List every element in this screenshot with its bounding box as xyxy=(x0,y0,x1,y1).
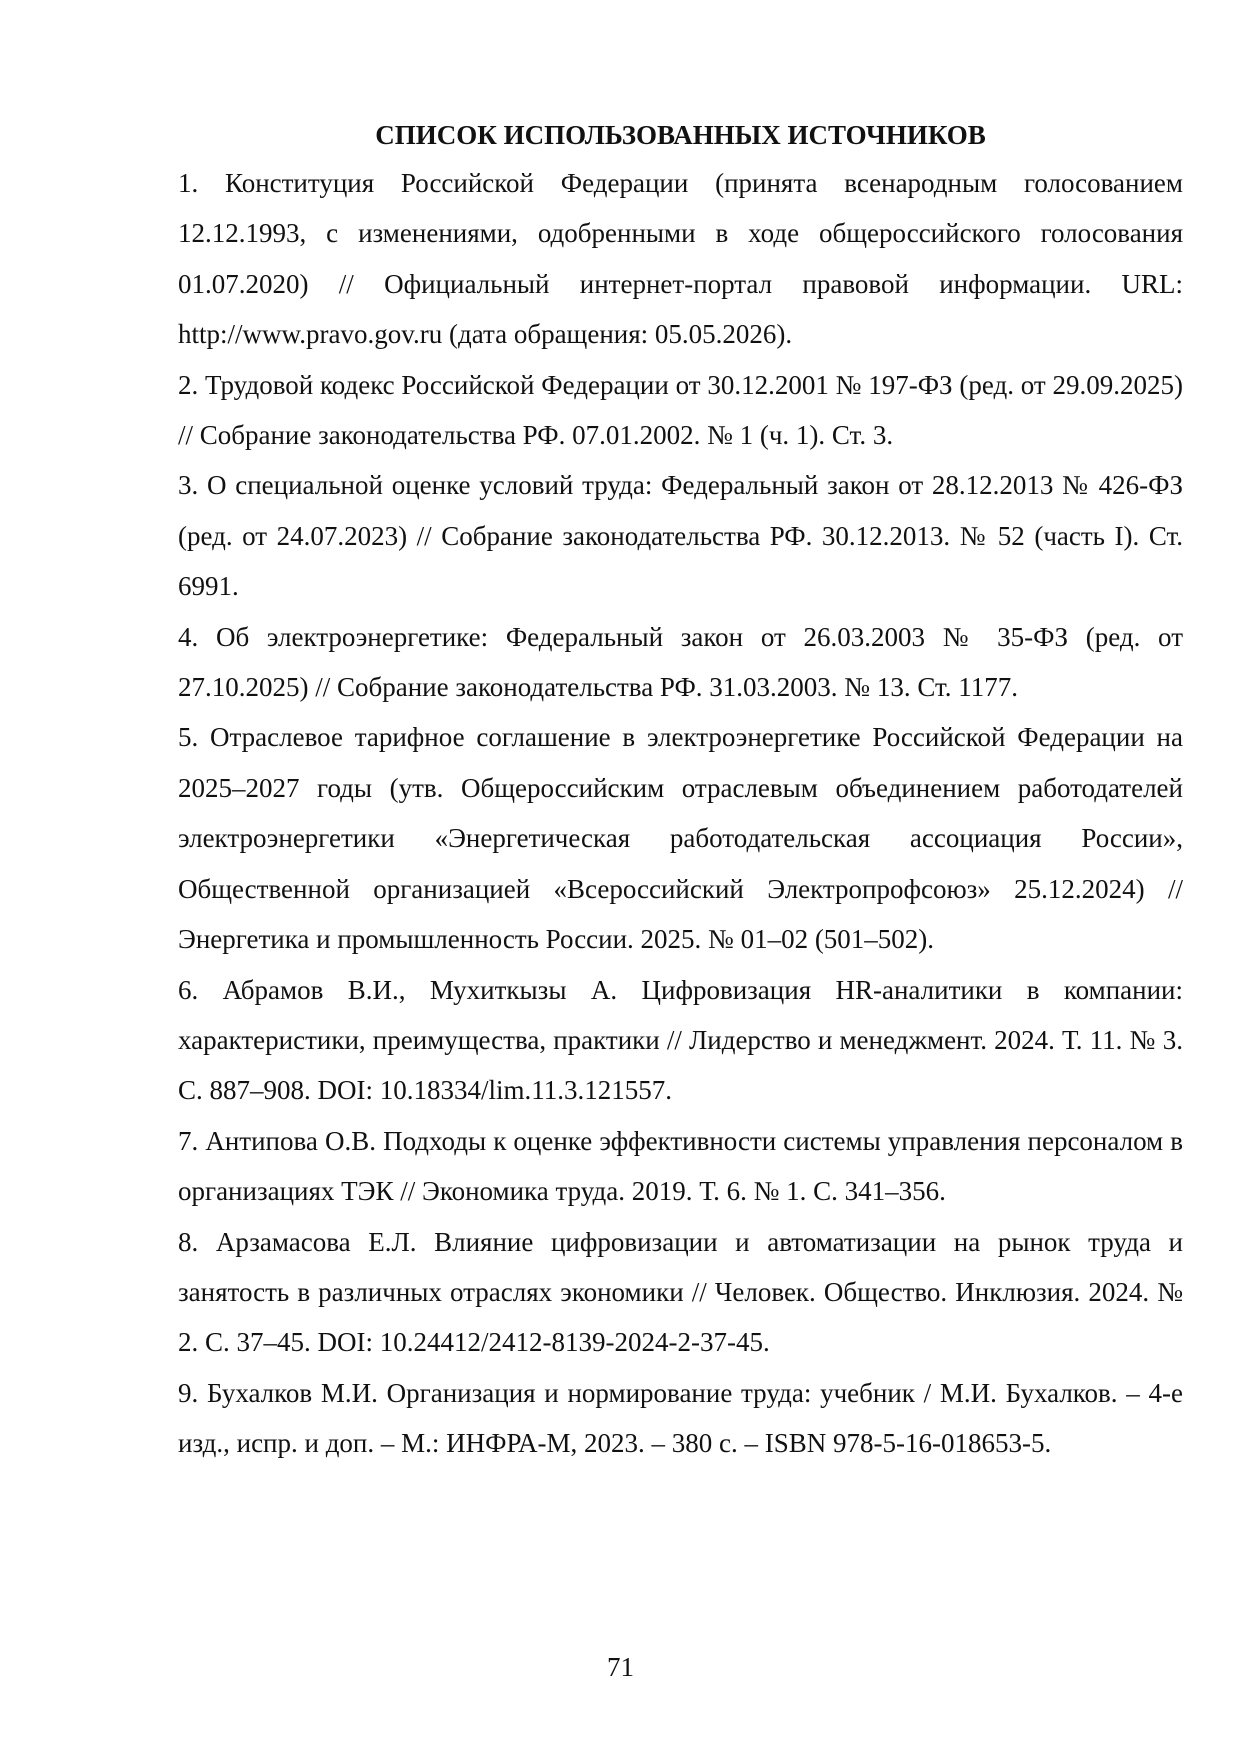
reference-item: 7. Антипова О.В. Подходы к оценке эффективности системы управления персоналом в организациях ТЭК // Экономика труда. 2019. Т. 6. № 1. С. 341–356. xyxy=(178,1125,1183,1207)
reference-item: 9. Бухалков М.И. Организация и нормирование труда: учебник / М.И. Бухалков. – 4-е изд., испр. и доп. – М.: ИНФРА-М, 2023. – 380 с. – ISBN 978-5-16-018653-5. xyxy=(178,1377,1183,1459)
page-title: СПИСОК ИСПОЛЬЗОВАННЫХ ИСТОЧНИКОВ xyxy=(375,120,986,150)
reference-item: 1. Конституция Российской Федерации (принята всенародным голосованием 12.12.1993, с изменениями, одобренными в ходе общероссийского голосования 01.07.2020) // Официальный интернет-портал правовой информации. URL: http://www.pravo.gov.ru (дата обращения: 05.05.2026). xyxy=(178,168,1183,350)
reference-item: 5. Отраслевое тарифное соглашение в электроэнергетике Российской Федерации на 2025–2027 годы (утв. Общероссийским отраслевым объединением работодателей электроэнергетики «Энергетическая работодательская ассоциация России», Общественной организацией «Всероссийский Электропрофсоюз» 25.12.2024) // Энергетика и промышленность России. 2025. № 01–02 (501–502). xyxy=(178,722,1183,955)
reference-item: 2. Трудовой кодекс Российской Федерации от 30.12.2001 № 197-ФЗ (ред. от 29.09.2025) // Собрание законодательства РФ. 07.01.2002. № 1 (ч. 1). Ст. 3. xyxy=(178,369,1183,451)
reference-list xyxy=(178,158,1183,1469)
reference-item: 8. Арзамасова Е.Л. Влияние цифровизации и автоматизации на рынок труда и занятость в различных отраслях экономики // Человек. Общество. Инклюзия. 2024. № 2. С. 37–45. DOI: 10.24412/2412-8139-2024-2-37-45. xyxy=(178,1226,1183,1358)
page-number: 71 xyxy=(607,1652,634,1682)
reference-item: 6. Абрамов В.И., Мухиткызы А. Цифровизация HR-аналитики в компании: характеристики, преимущества, практики // Лидерство и менеджмент. 2024. Т. 11. № 3. С. 887–908. DOI: 10.18334/lim.11.3.121557. xyxy=(178,974,1183,1106)
reference-item: 4. Об электроэнергетике: Федеральный закон от 26.03.2003 № 35-ФЗ (ред. от 27.10.2025) // Собрание законодательства РФ. 31.03.2003. № 13. Ст. 1177. xyxy=(178,621,1183,703)
reference-item: 3. О специальной оценке условий труда: Федеральный закон от 28.12.2013 № 426-ФЗ (ред. от 24.07.2023) // Собрание законодательства РФ. 30.12.2013. № 52 (часть I). Ст. 6991. xyxy=(178,470,1183,602)
